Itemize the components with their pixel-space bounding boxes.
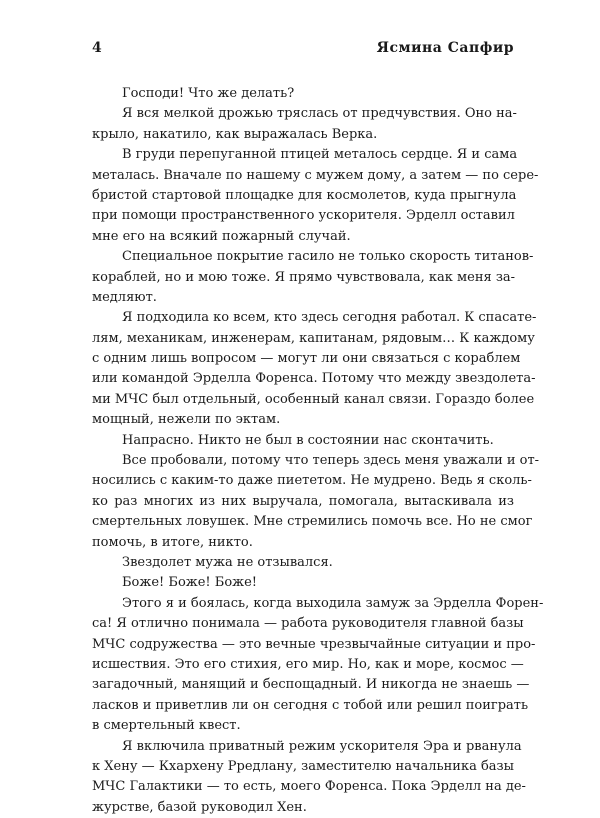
text-line: металась. Вначале по нашему с мужем дому, а затем — по сере- — [92, 166, 514, 186]
text-line: помочь, в итоге, никто. — [92, 533, 514, 553]
text-line: Я включила приватный режим ускорителя Эра и рванула — [92, 737, 514, 757]
text-line: загадочный, манящий и беспощадный. И никогда не знаешь — — [92, 675, 514, 695]
text-line: Напрасно. Никто не был в состоянии нас сконтачить. — [92, 431, 514, 451]
text-line: к Хену — Кхархену Рредлану, заместителю начальника базы — [92, 757, 514, 777]
text-line: Специальное покрытие гасило не только скорость титанов- — [92, 247, 514, 267]
paragraph — [92, 737, 514, 818]
text-line: Я подходила ко всем, кто здесь сегодня работал. К спасате- — [92, 308, 514, 328]
paragraph — [92, 573, 514, 593]
text-line: медляют. — [92, 288, 514, 308]
text-line: Я вся мелкой дрожью тряслась от предчувствия. Оно на- — [92, 104, 514, 124]
paragraph — [92, 553, 514, 573]
text-line: Звездолет мужа не отзывался. — [92, 553, 514, 573]
text-line: лям, механикам, инженерам, капитанам, рядовым… К каждому — [92, 329, 514, 349]
paragraph — [92, 594, 514, 737]
text-line: или командой Эрделла Форенса. Потому что между звездолета- — [92, 369, 514, 389]
text-line: Боже! Боже! Боже! — [92, 573, 514, 593]
text-line: мощный, нежели по эктам. — [92, 410, 514, 430]
paragraph — [92, 145, 514, 247]
text-line: носились с каким-то даже пиететом. Не мудрено. Ведь я сколь- — [92, 471, 514, 491]
text-line: ко раз многих из них выручала, помогала, вытаскивала из — [92, 492, 514, 512]
paragraph — [92, 84, 514, 104]
text-line: в смертельный квест. — [92, 716, 514, 736]
page-number: 4 — [92, 40, 102, 56]
text-line: крыло, накатило, как выражалась Верка. — [92, 125, 514, 145]
text-line: при помощи пространственного ускорителя. Эрделл оставил — [92, 206, 514, 226]
text-line: ми МЧС был отдельный, особенный канал связи. Гораздо более — [92, 390, 514, 410]
text-line: ласков и приветлив ли он сегодня с тобой или решил поиграть — [92, 696, 514, 716]
text-line: Этого я и боялась, когда выходила замуж за Эрделла Форен- — [92, 594, 514, 614]
text-line: МЧС содружества — это вечные чрезвычайные ситуации и про- — [92, 635, 514, 655]
text-line: са! Я отлично понимала — работа руководителя главной базы — [92, 614, 514, 634]
text-line: Господи! Что же делать? — [92, 84, 514, 104]
paragraph — [92, 247, 514, 308]
paragraph — [92, 104, 514, 145]
text-line: мне его на всякий пожарный случай. — [92, 227, 514, 247]
text-line: кораблей, но и мою тоже. Я прямо чувствовала, как меня за- — [92, 268, 514, 288]
text-line: бристой стартовой площадке для космолетов, куда прыгнула — [92, 186, 514, 206]
text-line: Все пробовали, потому что теперь здесь меня уважали и от- — [92, 451, 514, 471]
body-text — [92, 84, 514, 818]
page-header — [92, 40, 514, 60]
text-line: с одним лишь вопросом — могут ли они связаться с кораблем — [92, 349, 514, 369]
paragraph — [92, 451, 514, 553]
text-line: МЧС Галактики — то есть, моего Форенса. Пока Эрделл на де- — [92, 777, 514, 797]
text-line: В груди перепуганной птицей металось сердце. Я и сама — [92, 145, 514, 165]
text-line: смертельных ловушек. Мне стремились помочь все. Но не смог — [92, 512, 514, 532]
text-line: исшествия. Это его стихия, его мир. Но, как и море, космос — — [92, 655, 514, 675]
paragraph — [92, 308, 514, 430]
paragraph — [92, 431, 514, 451]
running-head-author: Ясмина Сапфир — [377, 40, 514, 56]
text-line: журстве, базой руководил Хен. — [92, 798, 514, 818]
